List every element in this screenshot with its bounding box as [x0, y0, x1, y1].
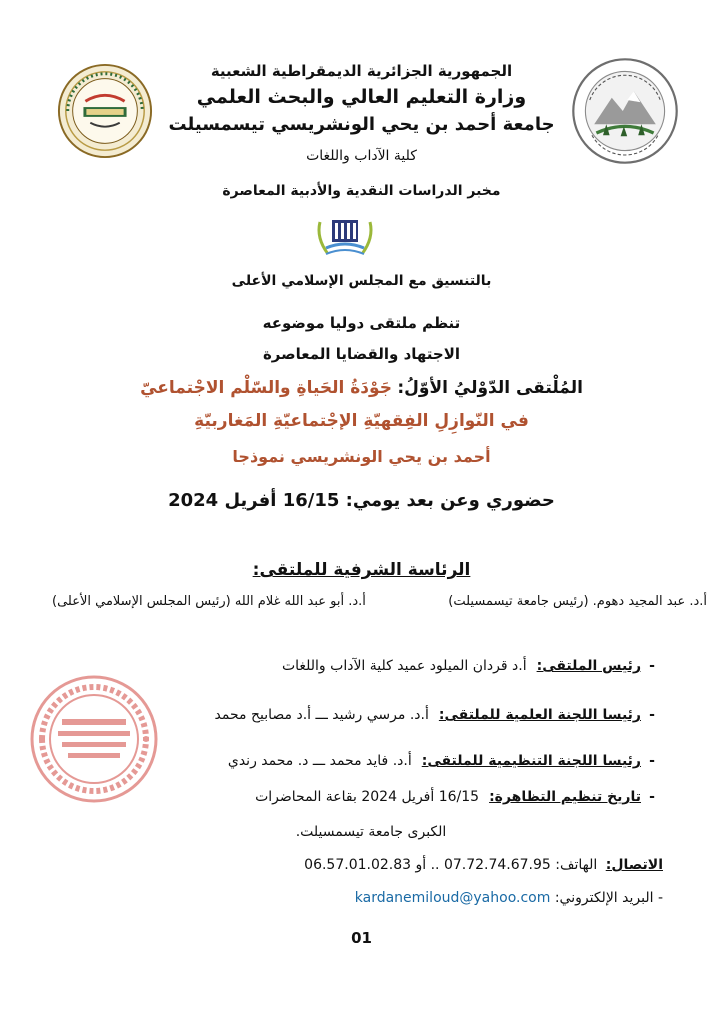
- university-line: جامعة أحمد بن يحي الونشريسي تيسمسيلت: [168, 114, 555, 135]
- laboratory-line: مخبر الدراسات النقدية والأدبية المعاصرة: [222, 183, 501, 199]
- honorary-member-1: أ.د. عبد المجيد دهوم. (رئيس جامعة تيسمسيلت): [448, 594, 707, 609]
- item-value: أ.د. مرسي رشيد ـــ أ.د مصابيح محمد: [214, 707, 429, 723]
- honorary-member-2: أ.د. أبو عبد الله غلام الله (رئيس المجلس الإسلامي الأعلى): [52, 594, 366, 609]
- conference-president-item: [103, 658, 663, 674]
- organizing-committee-item: [103, 753, 663, 769]
- event-date-item: [103, 789, 663, 805]
- conference-prefix: المُلْتقى الدّوْليُ الأوّلُ:: [397, 378, 583, 398]
- item-label: رئيسا اللجنة التنظيمية للملتقى:: [421, 753, 641, 769]
- conference-title-line-1: [130, 378, 593, 398]
- item-value: 16/15 أفريل 2024 بقاعة المحاضرات: [255, 789, 480, 805]
- conference-title-line-2: في النّوازِلِ الفِقهيّةِ الإجْتماعيّةِ المَغاربيّةِ: [194, 411, 529, 431]
- bullet-dash: -: [649, 753, 655, 769]
- faculty-stamp-icon: [28, 673, 160, 805]
- item-value: أ.د قردان الميلود عميد كلية الآداب واللغات: [281, 658, 527, 674]
- event-venue-continuation: الكبرى جامعة تيسمسيلت.: [295, 824, 447, 840]
- tissemsilt-university-seal-icon: [570, 56, 680, 166]
- contact-phones: الهاتف: 07.72.74.67.95 .. أو 06.57.01.02.83: [304, 857, 598, 873]
- theme-line: الاجتهاد والقضايا المعاصرة: [262, 345, 461, 363]
- bullet-dash: -: [649, 707, 655, 723]
- contact-label: الاتصال:: [605, 857, 663, 873]
- item-label: رئيسا اللجنة العلمية للملتقى:: [438, 707, 641, 723]
- laboratory-emblem-icon: [314, 214, 376, 262]
- conference-title-part-1: جَوْدَةُ الحَياةِ والسّلْم الاجْتماعيّ: [140, 378, 392, 398]
- islamic-council-seal-icon: [56, 62, 154, 160]
- item-label: رئيس الملتقى:: [536, 658, 641, 674]
- page-number: 01: [351, 929, 372, 947]
- contact-line: [103, 857, 663, 873]
- organizes-line: تنظم ملتقى دوليا موضوعه: [262, 314, 461, 332]
- email-link[interactable]: kardanemiloud@yahoo.com: [354, 890, 551, 906]
- ministry-line: وزارة التعليم العالي والبحث العلمي: [196, 86, 527, 108]
- dates-line: حضوري وعن بعد يومي: 16/15 أفريل 2024: [168, 490, 555, 511]
- faculty-line: كلية الآداب واللغات: [306, 148, 417, 164]
- conference-title-line-3: أحمد بن يحي الونشريسي نموذجا: [232, 447, 491, 466]
- item-value: أ.د. فايد محمد ـــ د. محمد رندي: [227, 753, 412, 769]
- bullet-dash: -: [649, 658, 655, 674]
- scientific-committee-item: [103, 707, 663, 723]
- email-label: - البريد الإلكتروني:: [554, 890, 663, 906]
- item-label: تاريخ تنظيم التظاهرة:: [489, 789, 641, 805]
- email-line: [83, 890, 663, 906]
- bullet-dash: -: [649, 789, 655, 805]
- honorary-members-row: [52, 594, 707, 609]
- coordination-line: بالتنسيق مع المجلس الإسلامي الأعلى: [231, 273, 492, 289]
- honorary-presidency-heading: الرئاسة الشرفية للملتقى:: [252, 560, 471, 580]
- republic-line: الجمهورية الجزائرية الديمقراطية الشعبية: [210, 62, 513, 80]
